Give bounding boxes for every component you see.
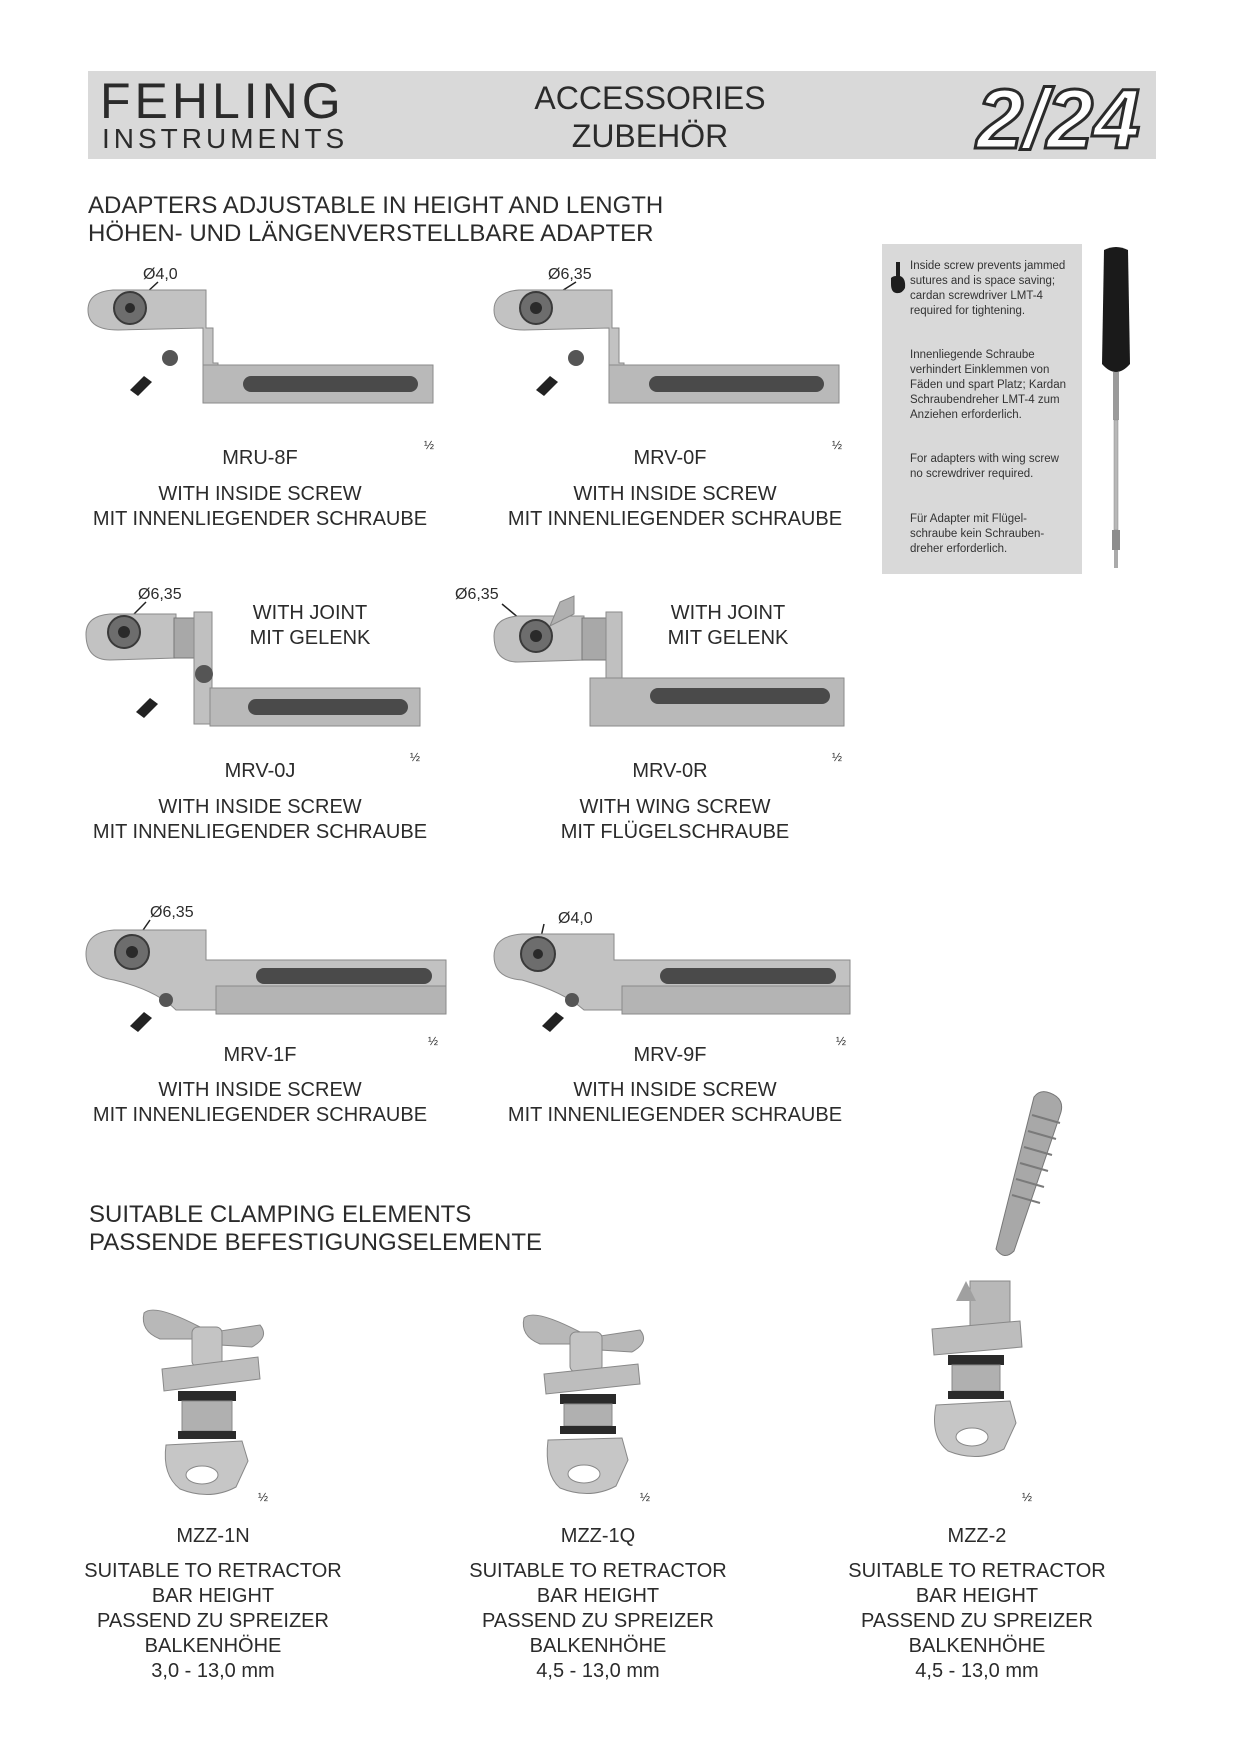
product-desc-de: MIT INNENLIEGENDER SCHRAUBE (92, 1104, 428, 1126)
product-desc-de: MIT INNENLIEGENDER SCHRAUBE (92, 821, 428, 843)
scale-half-label: ½ (410, 750, 421, 764)
scale-half-label: ½ (832, 438, 843, 452)
product-code: MRU-8F (222, 447, 298, 469)
clamp-desc-line1: SUITABLE TO RETRACTOR (848, 1560, 1106, 1582)
scale-half-label: ½ (836, 1034, 847, 1048)
diameter-label: Ø4,0 (143, 266, 178, 283)
screwdriver-image (1096, 244, 1136, 574)
clamp-image-mzz-1q (520, 1310, 660, 1510)
product-desc-de: MIT INNENLIEGENDER SCHRAUBE (507, 1104, 843, 1126)
clamp-code: MZZ-1N (176, 1525, 250, 1547)
header-title-de: ZUBEHÖR (571, 118, 729, 154)
clamp-code: MZZ-2 (947, 1525, 1007, 1547)
product-desc-en: WITH INSIDE SCREW (158, 483, 362, 505)
diameter-label: Ø6,35 (150, 904, 194, 921)
scale-half-label: ½ (424, 438, 435, 452)
product-code: MRV-0F (633, 447, 707, 469)
scale-half-label: ½ (428, 1034, 439, 1048)
clamp-range: 3,0 - 13,0 mm (151, 1660, 275, 1682)
clamp-range: 4,5 - 13,0 mm (915, 1660, 1039, 1682)
scale-half-label: ½ (832, 750, 843, 764)
section-heading-en: SUITABLE CLAMPING ELEMENTS (89, 1201, 472, 1228)
clamp-desc-line2: BAR HEIGHT (151, 1585, 275, 1607)
product-code: MRV-1F (223, 1044, 297, 1066)
clamp-image-mzz-1n (140, 1305, 280, 1505)
product-desc-de: MIT INNENLIEGENDER SCHRAUBE (507, 508, 843, 530)
adapter-image-mru-8f (88, 270, 448, 410)
clamp-desc-line3: PASSEND ZU SPREIZER (482, 1610, 714, 1632)
product-desc-en: WITH WING SCREW (579, 796, 771, 818)
diameter-label: Ø6,35 (455, 586, 499, 603)
clamp-desc-line4: BALKENHÖHE (144, 1635, 282, 1657)
clamp-code: MZZ-1Q (560, 1525, 636, 1547)
note-text-en: Inside screw prevents jammed sutures and is space saving; cardan screwdriver LMT-4 required for tightening. (910, 260, 1066, 317)
adapter-image-mrv-9f (494, 916, 864, 1046)
pointing-hand-icon (890, 262, 906, 294)
clamp-desc-line3: PASSEND ZU SPREIZER (97, 1610, 329, 1632)
brand-subtitle: INSTRUMENTS (102, 123, 349, 154)
section-heading-en: ADAPTERS ADJUSTABLE IN HEIGHT AND LENGTH (88, 192, 664, 219)
clamp-desc-line4: BALKENHÖHE (529, 1635, 667, 1657)
product-desc-en: WITH INSIDE SCREW (158, 1079, 362, 1101)
joint-label-de: MIT GELENK (667, 627, 789, 649)
page-number (900, 70, 1150, 166)
product-desc-de: MIT INNENLIEGENDER SCHRAUBE (92, 508, 428, 530)
scale-half-label: ½ (1022, 1490, 1033, 1504)
header-title-en: ACCESSORIES (534, 80, 766, 116)
clamp-desc-line1: SUITABLE TO RETRACTOR (469, 1560, 727, 1582)
adapter-image-mrv-0f (494, 270, 854, 410)
brand-name: FEHLING (100, 73, 345, 129)
diameter-label: Ø6,35 (138, 586, 182, 603)
product-code: MRV-0R (632, 760, 708, 782)
section-heading-de: HÖHEN- UND LÄNGENVERSTELLBARE ADAPTER (88, 220, 654, 247)
clamp-desc-line4: BALKENHÖHE (908, 1635, 1046, 1657)
product-desc-en: WITH INSIDE SCREW (573, 483, 777, 505)
note-text-de: Innenliegende Schraube verhindert Einklemmen von Fäden und spart Platz; Kardan Schraubendreher LMT-4 zum Anziehen erforderlich. (910, 349, 1066, 421)
diameter-label: Ø4,0 (558, 910, 593, 927)
product-desc-de: MIT FLÜGELSCHRAUBE (560, 821, 790, 843)
note-text-wing-de: Für Adapter mit Flügel-schraube kein Schrauben-dreher erforderlich. (910, 513, 1045, 555)
adapter-image-mrv-0j (86, 592, 446, 742)
joint-label-de: MIT GELENK (249, 627, 371, 649)
product-code: MRV-0J (224, 760, 296, 782)
diameter-label: Ø6,35 (548, 266, 592, 283)
note-text-wing-en: For adapters with wing screw no screwdriver required. (910, 453, 1059, 480)
clamp-desc-line3: PASSEND ZU SPREIZER (861, 1610, 1093, 1632)
adapter-image-mrv-0r (494, 592, 854, 742)
product-desc-en: WITH INSIDE SCREW (573, 1079, 777, 1101)
section-heading-de: PASSENDE BEFESTIGUNGSELEMENTE (89, 1229, 542, 1256)
clamp-range: 4,5 - 13,0 mm (536, 1660, 660, 1682)
scale-half-label: ½ (258, 1490, 269, 1504)
product-desc-en: WITH INSIDE SCREW (158, 796, 362, 818)
clamp-image-mzz-2 (910, 1085, 1070, 1505)
clamp-desc-line2: BAR HEIGHT (536, 1585, 660, 1607)
adapter-image-mrv-1f (86, 910, 456, 1040)
clamp-desc-line2: BAR HEIGHT (915, 1585, 1039, 1607)
svg-text:2/24: 2/24 (976, 72, 1140, 166)
clamp-desc-line1: SUITABLE TO RETRACTOR (84, 1560, 342, 1582)
joint-label-en: WITH JOINT (252, 602, 368, 624)
scale-half-label: ½ (640, 1490, 651, 1504)
product-code: MRV-9F (633, 1044, 707, 1066)
joint-label-en: WITH JOINT (670, 602, 786, 624)
